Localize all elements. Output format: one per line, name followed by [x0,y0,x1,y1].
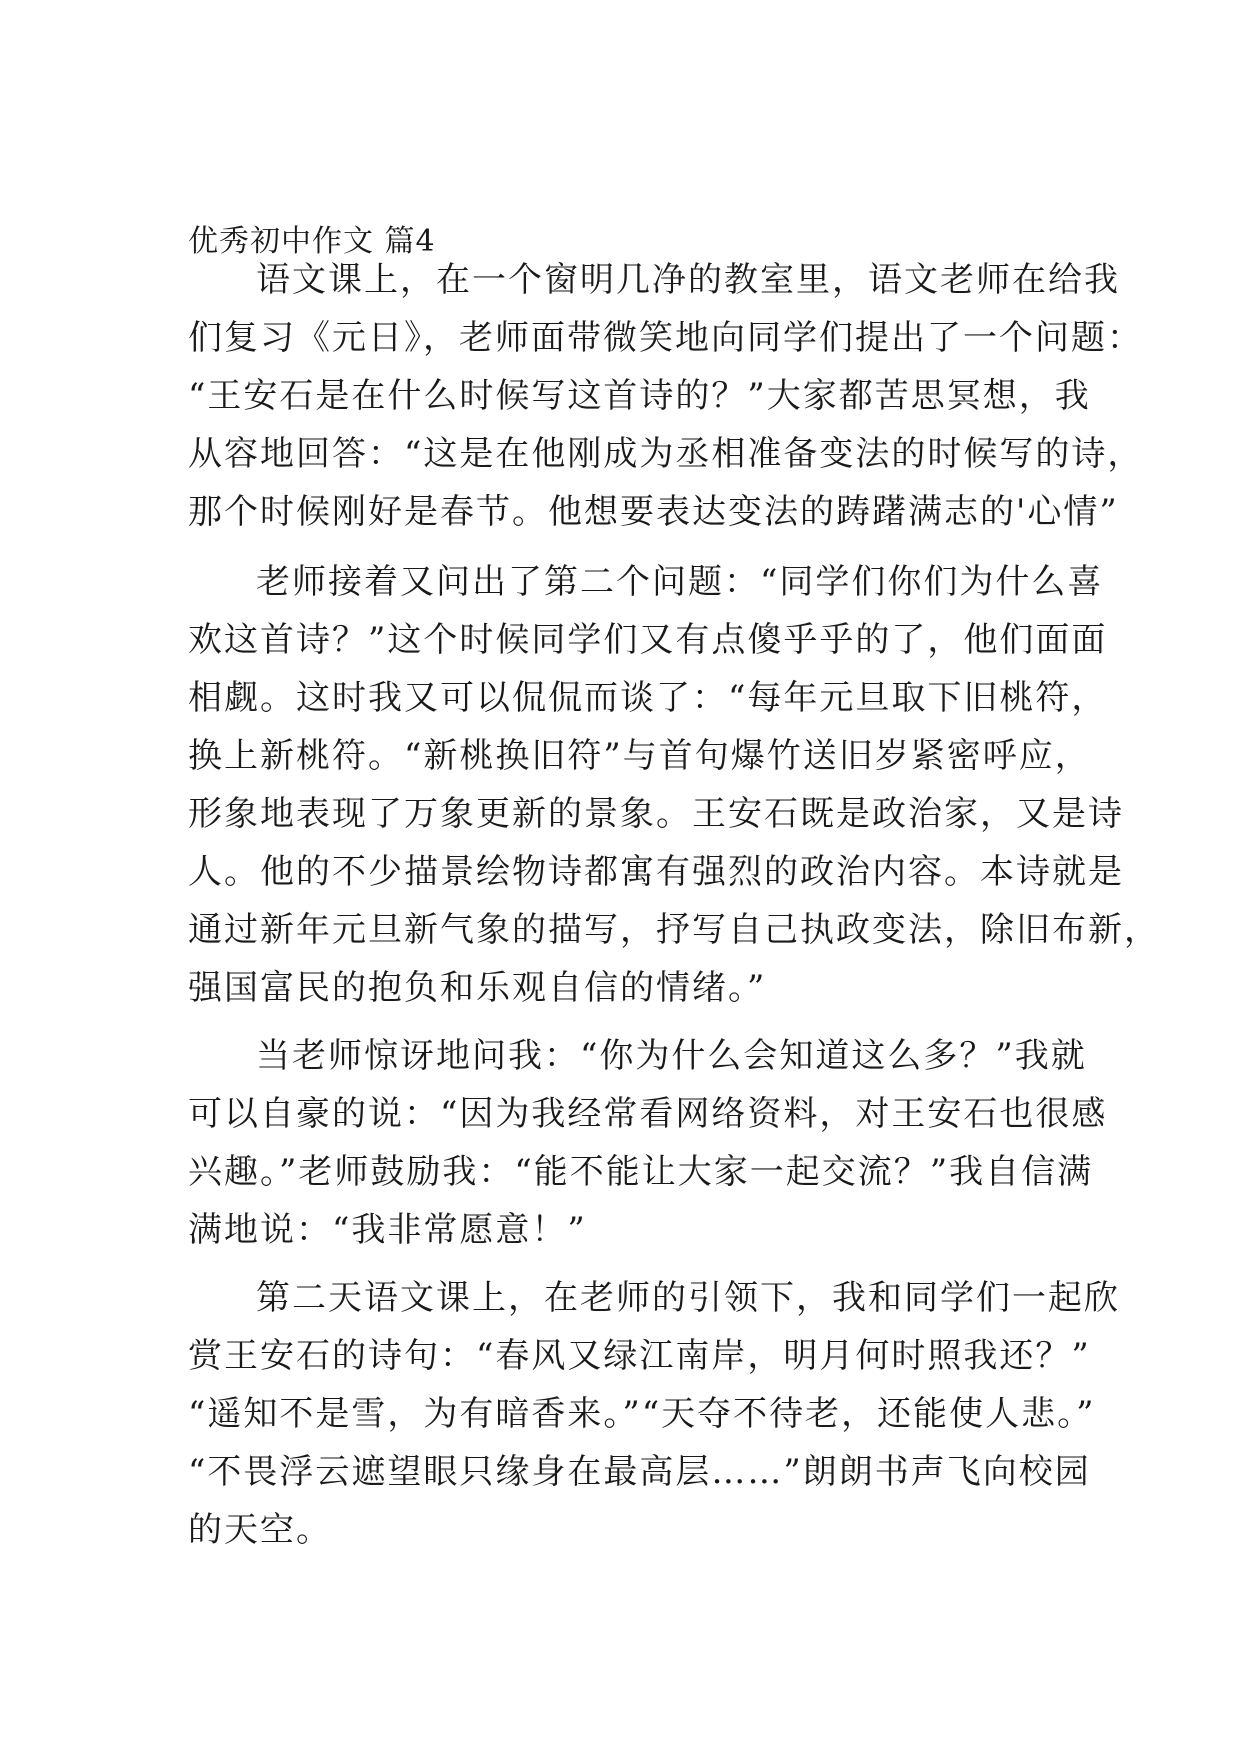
text-line: 可以自豪的说：“因为我经常看网络资料，对王安石也很感 [188,1094,1108,1134]
text-line: 满地说：“我非常愿意！” [188,1210,587,1250]
text-line: 相觑。这时我又可以侃侃而谈了：“每年元旦取下旧桃符， [188,678,1108,718]
text-line: 人。他的不少描景绘物诗都寓有强烈的政治内容。本诗就是 [188,852,1124,892]
essay-title: 优秀初中作文 篇4 [188,224,436,259]
text-line: 从容地回答：“这是在他刚成为丞相准备变法的时候写的诗， [188,434,1144,474]
text-line: 强国富民的抱负和乐观自信的情绪。” [188,968,767,1008]
text-line: “遥知不是雪，为有暗香来。”“天夺不待老，还能使人悲。” [188,1394,1096,1434]
text-line: 那个时候刚好是春节。他想要表达变法的踌躇满志的'心情” [188,492,1119,532]
text-line: “不畏浮云遮望眼只缘身在最高层……”朗朗书声飞向校园 [188,1452,1091,1492]
text-line: 形象地表现了万象更新的景象。王安石既是政治家，又是诗 [188,794,1124,834]
text-line: 语文课上，在一个窗明几净的教室里，语文老师在给我 [256,260,1120,300]
text-line: 的天空。 [188,1510,332,1550]
text-line: 赏王安石的诗句：“春风又绿江南岸，明月何时照我还？” [188,1336,1091,1376]
text-line: 换上新桃符。“新桃换旧符”与首句爆竹送旧岁紧密呼应， [188,736,1091,776]
text-line: 通过新年元旦新气象的描写，抒写自己执政变法，除旧布新， [188,910,1160,950]
text-line: 们复习《元日》，老师面带微笑地向同学们提出了一个问题： [188,318,1143,358]
text-line: 欢这首诗？”这个时候同学们又有点傻乎乎的了，他们面面 [188,620,1108,660]
text-line: 当老师惊讶地问我：“你为什么会知道这么多？”我就 [256,1036,1087,1076]
text-line: 老师接着又问出了第二个问题：“同学们你们为什么喜 [256,562,1104,602]
text-line: “王安石是在什么时候写这首诗的？”大家都苦思冥想，我 [188,376,1091,416]
text-line: 兴趣。”老师鼓励我：“能不能让大家一起交流？”我自信满 [188,1152,1094,1192]
text-line: 第二天语文课上，在老师的引领下，我和同学们一起欣 [256,1278,1120,1318]
